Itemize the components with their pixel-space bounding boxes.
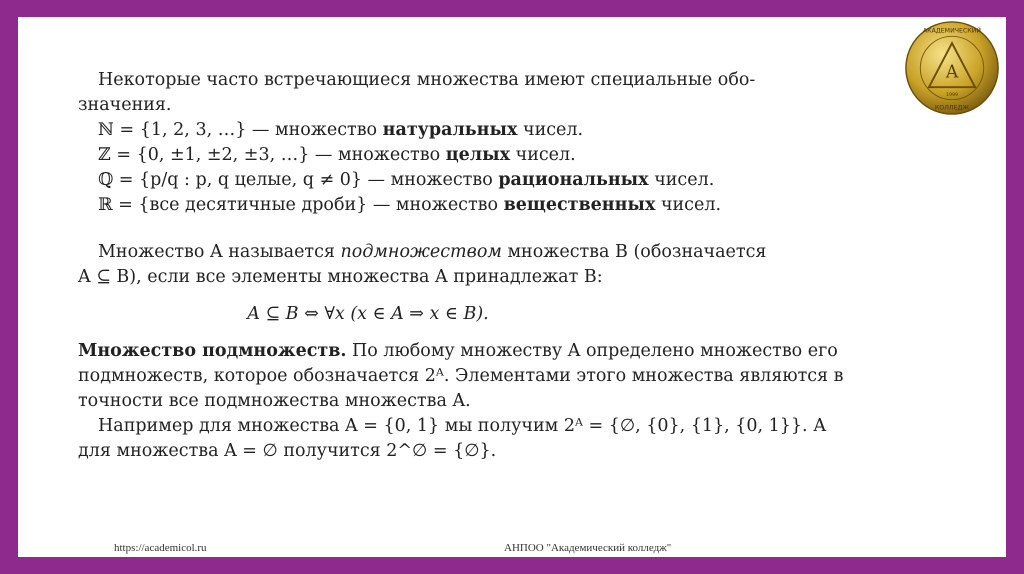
logo-year: 1999 (945, 92, 959, 98)
intro-line-2: значения. (78, 95, 172, 115)
powerset-line-5: для множества A = ∅ получится 2^∅ = {∅}. (78, 441, 497, 461)
logo-letter: А (945, 62, 959, 83)
set-rational: ℚ = {p/q : p, q целые, q ≠ 0} — множество рациональных чисел. (98, 170, 715, 190)
subset-formula: A ⊆ B ⇔ ∀x (x ∈ A ⇒ x ∈ B). (247, 304, 489, 324)
footer-org: АНПОО "Академический колледж" (504, 542, 672, 554)
subset-def-line-2: A ⊆ B), если все элементы множества A принадлежат B: (78, 267, 603, 287)
intro-line-1: Некоторые часто встречающиеся множества имеют специальные обо- (98, 70, 756, 90)
powerset-line-3: точности все подмножества множества A. (78, 391, 471, 411)
footer-url[interactable]: https://academicol.ru (114, 542, 207, 554)
powerset-line-2: подмножеств, которое обозначается 2ᴬ. Элементами этого множества являются в (78, 366, 844, 386)
set-real: ℝ = {все десятичные дроби} — множество вещественных чисел. (98, 195, 722, 215)
logo-bottom-text: КОЛЛЕДЖ (934, 104, 970, 112)
set-natural: ℕ = {1, 2, 3, …} — множество натуральных чисел. (98, 120, 584, 140)
powerset-line-4: Например для множества A = {0, 1} мы получим 2ᴬ = {∅, {0}, {1}, {0, 1}}. А (98, 416, 827, 436)
subset-def-line-1: Множество A называется подмножеством множества B (обозначается (98, 242, 767, 262)
set-integer: ℤ = {0, ±1, ±2, ±3, …} — множество целых чисел. (98, 145, 576, 165)
slide-content (78, 68, 844, 464)
logo-top-text: АКАДЕМИЧЕСКИЙ (922, 27, 982, 35)
powerset-line-1: Множество подмножеств. По любому множеству A определено множество его (78, 341, 838, 361)
college-logo (904, 20, 1000, 116)
